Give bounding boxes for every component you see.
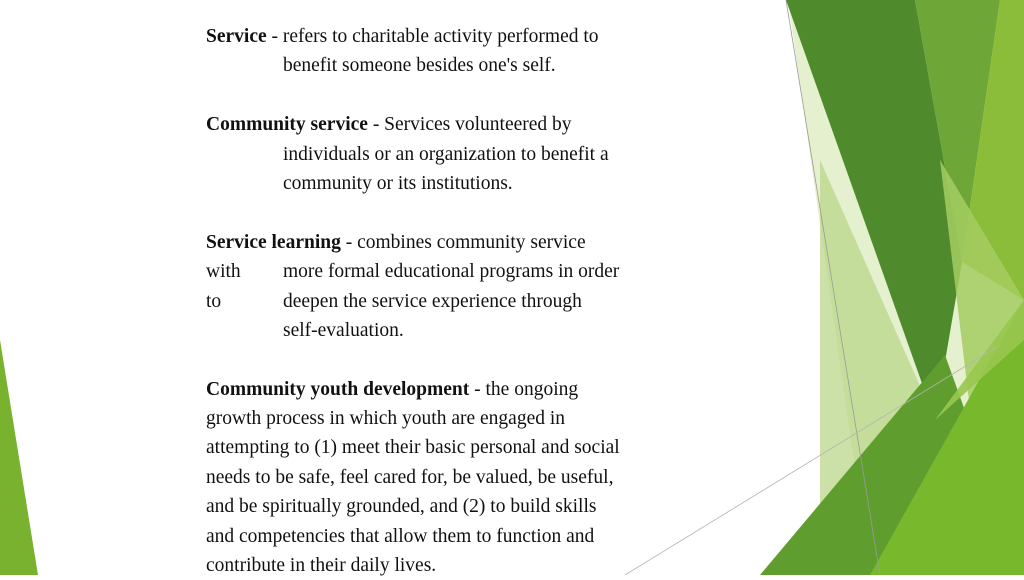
definition-community-youth-development bbox=[206, 375, 676, 580]
line-lead-word: to bbox=[206, 290, 222, 312]
definition-community-service bbox=[206, 110, 676, 198]
definition-text: self-evaluation. bbox=[283, 319, 404, 341]
definition-text: - refers to charitable activity performed to bbox=[266, 26, 599, 47]
definition-text: community or its institutions. bbox=[283, 172, 513, 194]
term-label: Community youth development bbox=[206, 378, 470, 400]
left-accent-shape bbox=[0, 340, 38, 575]
definition-service-learning bbox=[206, 228, 676, 346]
definition-text: - the ongoing bbox=[469, 378, 579, 400]
term-label: Service bbox=[206, 26, 267, 47]
term-label: Service learning bbox=[206, 231, 341, 253]
term-label: Community service bbox=[206, 114, 368, 136]
definition-text: needs to be safe, feel cared for, be valued, be useful, bbox=[206, 466, 614, 488]
definition-service bbox=[206, 22, 676, 81]
definition-text: attempting to (1) meet their basic personal and social bbox=[206, 437, 620, 459]
definition-text: and be spiritually grounded, and (2) to build skills bbox=[206, 496, 597, 518]
definitions-text bbox=[206, 22, 676, 580]
definition-text: and competencies that allow them to function and bbox=[206, 525, 595, 547]
definition-text: deepen the service experience through bbox=[283, 290, 582, 312]
definition-text: - combines community service bbox=[340, 231, 586, 253]
line-lead-word: with bbox=[206, 261, 241, 283]
definition-text: more formal educational programs in order bbox=[283, 261, 620, 283]
definition-text: individuals or an organization to benefit a bbox=[283, 143, 609, 165]
definition-text: benefit someone besides one's self. bbox=[283, 55, 556, 77]
definition-text: contribute in their daily lives. bbox=[206, 555, 437, 577]
definition-text: - Services volunteered by bbox=[367, 114, 572, 136]
definition-text: growth process in which youth are engaged in bbox=[206, 408, 566, 430]
